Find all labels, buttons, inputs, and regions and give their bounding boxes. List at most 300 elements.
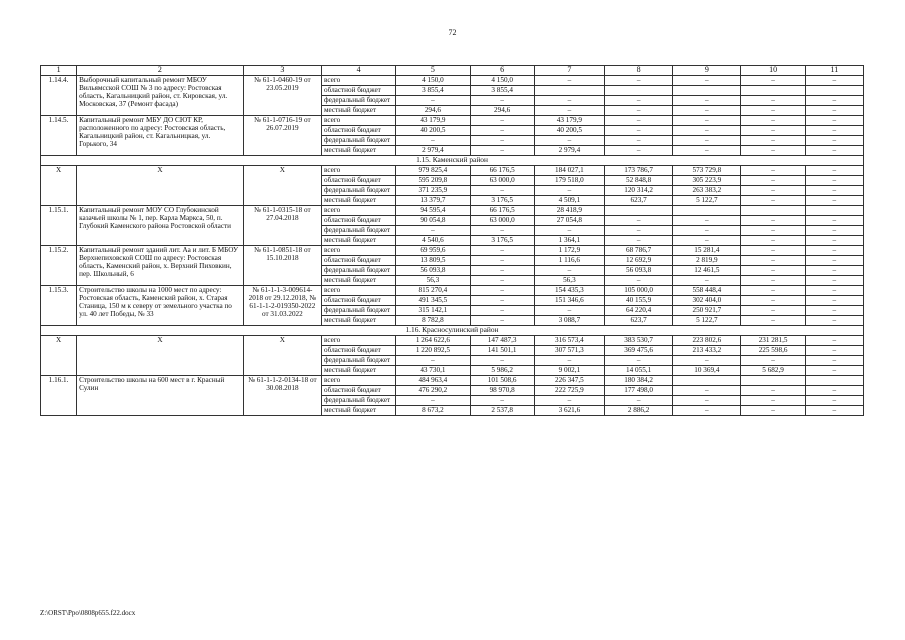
amount-cell: – [805, 236, 863, 246]
table-body [41, 66, 864, 416]
amount-cell: – [605, 276, 673, 286]
amount-cell: 3 855,4 [470, 86, 534, 96]
amount-cell: 56,3 [396, 276, 470, 286]
amount-cell [605, 206, 673, 216]
funding-source: областной бюджет [322, 86, 396, 96]
amount-cell: – [605, 76, 673, 86]
amount-cell: – [805, 406, 863, 416]
table-row [41, 166, 864, 176]
amount-cell: – [396, 356, 470, 366]
funding-source: областной бюджет [322, 176, 396, 186]
amount-cell: – [534, 396, 604, 406]
funding-source: федеральный бюджет [322, 186, 396, 196]
item-document: № 61-1-1-2-0134-18 от 30.08.2018 [243, 376, 321, 416]
amount-cell: 4 150,0 [396, 76, 470, 86]
amount-cell: 184 027,1 [534, 166, 604, 176]
header-cell: 9 [673, 66, 741, 76]
amount-cell: – [805, 246, 863, 256]
amount-cell: 573 729,8 [673, 166, 741, 176]
amount-cell: 52 848,8 [605, 176, 673, 186]
amount-cell: – [396, 136, 470, 146]
funding-source: областной бюджет [322, 126, 396, 136]
amount-cell: 231 281,5 [741, 336, 805, 346]
amount-cell: – [470, 146, 534, 156]
amount-cell: 179 518,0 [534, 176, 604, 186]
amount-cell: 294,6 [396, 106, 470, 116]
amount-cell: – [605, 216, 673, 226]
amount-cell: – [534, 266, 604, 276]
item-number: 1.15.1. [41, 206, 77, 246]
amount-cell: 4 150,0 [470, 76, 534, 86]
amount-cell: 40 200,5 [534, 126, 604, 136]
item-number: 1.14.5. [41, 116, 77, 156]
amount-cell: – [741, 76, 805, 86]
amount-cell: – [534, 186, 604, 196]
amount-cell: 315 142,1 [396, 306, 470, 316]
funding-source: всего [322, 336, 396, 346]
amount-cell: – [673, 216, 741, 226]
amount-cell: 5 122,7 [673, 316, 741, 326]
item-number: Х [41, 166, 77, 206]
amount-cell: – [805, 356, 863, 366]
amount-cell: – [741, 186, 805, 196]
amount-cell: 250 921,7 [673, 306, 741, 316]
amount-cell: – [741, 236, 805, 246]
table-row [41, 376, 864, 386]
amount-cell: – [470, 286, 534, 296]
amount-cell: – [673, 396, 741, 406]
funding-source: федеральный бюджет [322, 266, 396, 276]
header-cell: 3 [243, 66, 321, 76]
amount-cell: 623,7 [605, 316, 673, 326]
table-row [41, 116, 864, 126]
amount-cell: – [673, 226, 741, 236]
funding-source: местный бюджет [322, 316, 396, 326]
amount-cell: – [534, 76, 604, 86]
amount-cell [741, 86, 805, 96]
item-number: Х [41, 336, 77, 376]
amount-cell [741, 376, 805, 386]
amount-cell: 12 692,9 [605, 256, 673, 266]
amount-cell: – [470, 126, 534, 136]
amount-cell: – [470, 256, 534, 266]
amount-cell: 307 571,3 [534, 346, 604, 356]
amount-cell: – [470, 306, 534, 316]
amount-cell: – [805, 226, 863, 236]
amount-cell: – [805, 96, 863, 106]
amount-cell: – [805, 366, 863, 376]
amount-cell: 173 786,7 [605, 166, 673, 176]
funding-source: местный бюджет [322, 106, 396, 116]
amount-cell: – [805, 186, 863, 196]
amount-cell: – [673, 96, 741, 106]
amount-cell: – [741, 176, 805, 186]
amount-cell: – [805, 256, 863, 266]
amount-cell: 4 540,6 [396, 236, 470, 246]
amount-cell: 213 433,2 [673, 346, 741, 356]
amount-cell: – [741, 266, 805, 276]
amount-cell: – [805, 266, 863, 276]
amount-cell: – [805, 166, 863, 176]
amount-cell: 43 179,9 [534, 116, 604, 126]
amount-cell [741, 206, 805, 216]
amount-cell: 43 730,1 [396, 366, 470, 376]
amount-cell: – [470, 116, 534, 126]
amount-cell: 3 176,5 [470, 236, 534, 246]
amount-cell: 5 122,7 [673, 196, 741, 206]
funding-source: всего [322, 116, 396, 126]
header-cell: 4 [322, 66, 396, 76]
funding-source: федеральный бюджет [322, 306, 396, 316]
item-name: Х [77, 336, 244, 376]
funding-source: федеральный бюджет [322, 136, 396, 146]
section-title: 1.15. Каменский район [41, 156, 864, 166]
amount-cell: 8 782,8 [396, 316, 470, 326]
item-document: № 61-1-0716-19 от 26.07.2019 [243, 116, 321, 156]
amount-cell: 63 000,0 [470, 216, 534, 226]
item-number: 1.16.1. [41, 376, 77, 416]
amount-cell: 177 498,0 [605, 386, 673, 396]
funding-source: местный бюджет [322, 236, 396, 246]
amount-cell: 1 172,9 [534, 246, 604, 256]
amount-cell: 1 116,6 [534, 256, 604, 266]
item-name: Капитальный ремонт МОУ СО Глубокинской казачьей школы № 1, пер. Карла Маркса, 50, п. Глубокий Каменского района Ростовской области [77, 206, 244, 246]
amount-cell: 5 682,9 [741, 366, 805, 376]
amount-cell: 40 155,9 [605, 296, 673, 306]
amount-cell: 64 220,4 [605, 306, 673, 316]
amount-cell: – [673, 146, 741, 156]
page-number: 72 [448, 28, 457, 37]
item-document: № 61-1-0315-18 от 27.04.2018 [243, 206, 321, 246]
amount-cell: 40 200,5 [396, 126, 470, 136]
amount-cell: – [805, 286, 863, 296]
amount-cell: – [805, 116, 863, 126]
amount-cell: – [741, 256, 805, 266]
header-cell: 7 [534, 66, 604, 76]
amount-cell: – [470, 396, 534, 406]
item-document: № 61-1-0851-18 от 15.10.2018 [243, 246, 321, 286]
table-row [41, 286, 864, 296]
amount-cell: – [805, 306, 863, 316]
amount-cell: – [470, 266, 534, 276]
amount-cell: – [741, 126, 805, 136]
amount-cell: – [805, 336, 863, 346]
section-row [41, 156, 864, 166]
amount-cell: – [741, 246, 805, 256]
amount-cell: 12 461,5 [673, 266, 741, 276]
amount-cell: 302 404,0 [673, 296, 741, 306]
funding-source: местный бюджет [322, 276, 396, 286]
funding-source: областной бюджет [322, 346, 396, 356]
amount-cell: – [741, 216, 805, 226]
amount-cell: – [470, 136, 534, 146]
amount-cell: – [605, 236, 673, 246]
table-row [41, 206, 864, 216]
amount-cell: 371 235,9 [396, 186, 470, 196]
amount-cell: 28 418,9 [534, 206, 604, 216]
amount-cell: 4 509,1 [534, 196, 604, 206]
amount-cell: – [470, 296, 534, 306]
amount-cell: 27 054,8 [534, 216, 604, 226]
funding-source: всего [322, 76, 396, 86]
amount-cell: 979 825,4 [396, 166, 470, 176]
amount-cell: 1 364,1 [534, 236, 604, 246]
amount-cell: 66 176,5 [470, 166, 534, 176]
amount-cell [673, 86, 741, 96]
header-row [41, 66, 864, 76]
item-name: Капитальный ремонт зданий лит. Аа и лит. Б МБОУ Верхнепиховской СОШ по адресу: Ростовская область, Каменский район, х. Верхний Пиховкин, пер. Школьный, 6 [77, 246, 244, 286]
amount-cell: – [741, 116, 805, 126]
amount-cell: 484 963,4 [396, 376, 470, 386]
amount-cell: 14 055,1 [605, 366, 673, 376]
amount-cell: – [673, 276, 741, 286]
amount-cell: – [605, 356, 673, 366]
amount-cell: – [673, 356, 741, 366]
amount-cell [673, 206, 741, 216]
amount-cell: 98 970,8 [470, 386, 534, 396]
amount-cell: 294,6 [470, 106, 534, 116]
funding-source: областной бюджет [322, 216, 396, 226]
amount-cell: – [741, 306, 805, 316]
amount-cell: – [534, 106, 604, 116]
funding-source: федеральный бюджет [322, 226, 396, 236]
amount-cell: 180 384,2 [605, 376, 673, 386]
amount-cell [805, 376, 863, 386]
amount-cell: – [741, 356, 805, 366]
amount-cell: – [470, 356, 534, 366]
amount-cell: 10 369,4 [673, 366, 741, 376]
amount-cell: 68 786,7 [605, 246, 673, 256]
item-name: Капитальный ремонт МБУ ДО СЮТ КР, расположенного по адресу: Ростовская область, Кагальницкий район, ст. Кагальницкая, ул. Горького, 34 [77, 116, 244, 156]
item-document: № 61-1-0460-19 от 23.05.2019 [243, 76, 321, 116]
amount-cell: – [673, 76, 741, 86]
item-number: 1.15.3. [41, 286, 77, 326]
amount-cell: 558 448,4 [673, 286, 741, 296]
amount-cell: 105 000,0 [605, 286, 673, 296]
amount-cell: – [605, 96, 673, 106]
amount-cell: – [741, 406, 805, 416]
header-cell: 6 [470, 66, 534, 76]
amount-cell: 3 621,6 [534, 406, 604, 416]
amount-cell: – [673, 116, 741, 126]
amount-cell: – [805, 146, 863, 156]
amount-cell: 226 347,5 [534, 376, 604, 386]
header-cell: 8 [605, 66, 673, 76]
amount-cell: 147 487,3 [470, 336, 534, 346]
header-cell: 5 [396, 66, 470, 76]
amount-cell: – [605, 226, 673, 236]
amount-cell: – [805, 346, 863, 356]
amount-cell: – [805, 316, 863, 326]
funding-source: местный бюджет [322, 406, 396, 416]
amount-cell: – [741, 106, 805, 116]
amount-cell: – [605, 396, 673, 406]
funding-source: всего [322, 376, 396, 386]
amount-cell: – [741, 166, 805, 176]
amount-cell: – [605, 116, 673, 126]
amount-cell: 1 220 892,5 [396, 346, 470, 356]
item-name: Выборочный капитальный ремонт МБОУ Вильямсской СОШ № 3 по адресу: Ростовская область, Кагальницкий район, ст. Кировская, ул. Московская, 37 (Ремонт фасада) [77, 76, 244, 116]
amount-cell: – [396, 226, 470, 236]
amount-cell: 3 088,7 [534, 316, 604, 326]
amount-cell: 476 290,2 [396, 386, 470, 396]
amount-cell: 2 979,4 [534, 146, 604, 156]
amount-cell: 223 802,6 [673, 336, 741, 346]
amount-cell: – [805, 296, 863, 306]
amount-cell [605, 86, 673, 96]
amount-cell: – [534, 356, 604, 366]
amount-cell: 56 093,8 [396, 266, 470, 276]
funding-source: областной бюджет [322, 256, 396, 266]
table-row [41, 336, 864, 346]
funding-source: местный бюджет [322, 146, 396, 156]
amount-cell: 2 886,2 [605, 406, 673, 416]
amount-cell: – [805, 216, 863, 226]
amount-cell: – [534, 136, 604, 146]
header-cell: 10 [741, 66, 805, 76]
amount-cell: – [605, 106, 673, 116]
amount-cell: – [741, 136, 805, 146]
amount-cell: – [805, 386, 863, 396]
funding-source: местный бюджет [322, 196, 396, 206]
amount-cell: 15 281,4 [673, 246, 741, 256]
amount-cell: 9 002,1 [534, 366, 604, 376]
amount-cell: – [805, 136, 863, 146]
amount-cell: 2 537,8 [470, 406, 534, 416]
amount-cell: – [605, 146, 673, 156]
amount-cell: 623,7 [605, 196, 673, 206]
amount-cell [534, 86, 604, 96]
item-document: № 61-1-1-3-009614-2018 от 29.12.2018, № 61-1-1-2-019350-2022 от 31.03.2022 [243, 286, 321, 326]
funding-source: федеральный бюджет [322, 356, 396, 366]
amount-cell: – [805, 176, 863, 186]
file-path-footer: Z:\ORST\Ppo\0808p655.f22.docx [40, 609, 136, 617]
section-title: 1.16. Красносулинский район [41, 326, 864, 336]
amount-cell: 154 435,3 [534, 286, 604, 296]
item-number: 1.15.2. [41, 246, 77, 286]
amount-cell: 151 346,6 [534, 296, 604, 306]
amount-cell: 3 176,5 [470, 196, 534, 206]
funding-source: всего [322, 166, 396, 176]
header-cell: 11 [805, 66, 863, 76]
amount-cell: – [605, 126, 673, 136]
table-row [41, 246, 864, 256]
item-name: Строительство школы на 600 мест в г. Красный Сулин [77, 376, 244, 416]
amount-cell: – [805, 396, 863, 406]
amount-cell: – [741, 316, 805, 326]
amount-cell: – [741, 146, 805, 156]
amount-cell: – [470, 316, 534, 326]
amount-cell: – [396, 396, 470, 406]
funding-source: областной бюджет [322, 296, 396, 306]
amount-cell: – [470, 96, 534, 106]
amount-cell: – [741, 386, 805, 396]
section-row [41, 326, 864, 336]
amount-cell: – [741, 286, 805, 296]
amount-cell: 8 673,2 [396, 406, 470, 416]
amount-cell: 13 809,5 [396, 256, 470, 266]
amount-cell: 141 501,1 [470, 346, 534, 356]
amount-cell: – [741, 276, 805, 286]
amount-cell: – [741, 396, 805, 406]
amount-cell: – [805, 106, 863, 116]
amount-cell: – [805, 196, 863, 206]
funding-source: федеральный бюджет [322, 96, 396, 106]
item-document: Х [243, 336, 321, 376]
amount-cell: – [673, 386, 741, 396]
amount-cell: – [741, 96, 805, 106]
amount-cell: – [741, 196, 805, 206]
amount-cell: 90 054,8 [396, 216, 470, 226]
amount-cell: 3 855,4 [396, 86, 470, 96]
amount-cell [805, 86, 863, 96]
amount-cell: – [673, 106, 741, 116]
amount-cell: 94 595,4 [396, 206, 470, 216]
amount-cell: 66 176,5 [470, 206, 534, 216]
amount-cell: 63 000,0 [470, 176, 534, 186]
amount-cell: 316 573,4 [534, 336, 604, 346]
header-cell: 1 [41, 66, 77, 76]
amount-cell: – [805, 76, 863, 86]
amount-cell: 2 819,9 [673, 256, 741, 266]
funding-source: местный бюджет [322, 366, 396, 376]
amount-cell: – [396, 96, 470, 106]
amount-cell: – [741, 226, 805, 236]
amount-cell: – [805, 276, 863, 286]
funding-source: всего [322, 286, 396, 296]
amount-cell: – [470, 276, 534, 286]
amount-cell: – [534, 226, 604, 236]
amount-cell: – [673, 406, 741, 416]
amount-cell: – [534, 96, 604, 106]
funding-source: федеральный бюджет [322, 396, 396, 406]
amount-cell: 43 179,9 [396, 116, 470, 126]
amount-cell: – [605, 136, 673, 146]
amount-cell: 815 270,4 [396, 286, 470, 296]
amount-cell: 263 383,2 [673, 186, 741, 196]
amount-cell: – [673, 126, 741, 136]
item-document: Х [243, 166, 321, 206]
amount-cell: – [673, 236, 741, 246]
amount-cell: – [534, 306, 604, 316]
amount-cell: 222 725,9 [534, 386, 604, 396]
header-cell: 2 [77, 66, 244, 76]
item-name: Строительство школы на 1000 мест по адресу: Ростовская область, Каменский район, х. Старая Станица, 150 м к северу от земельного участка по ул. 40 лет Победы, № 33 [77, 286, 244, 326]
amount-cell: 13 379,7 [396, 196, 470, 206]
amount-cell: 5 986,2 [470, 366, 534, 376]
item-name: Х [77, 166, 244, 206]
amount-cell: 491 345,5 [396, 296, 470, 306]
funding-source: всего [322, 246, 396, 256]
amount-cell [805, 206, 863, 216]
amount-cell: – [673, 136, 741, 146]
amount-cell: 56,3 [534, 276, 604, 286]
funding-source: областной бюджет [322, 386, 396, 396]
amount-cell: 369 475,6 [605, 346, 673, 356]
table-row [41, 76, 864, 86]
amount-cell: – [470, 226, 534, 236]
amount-cell: 305 223,9 [673, 176, 741, 186]
amount-cell: 101 508,6 [470, 376, 534, 386]
amount-cell: 56 093,8 [605, 266, 673, 276]
amount-cell: 2 979,4 [396, 146, 470, 156]
amount-cell: – [470, 186, 534, 196]
budget-table [40, 65, 864, 416]
amount-cell: 69 959,6 [396, 246, 470, 256]
amount-cell: 595 209,8 [396, 176, 470, 186]
amount-cell: – [741, 296, 805, 306]
amount-cell: 225 598,6 [741, 346, 805, 356]
